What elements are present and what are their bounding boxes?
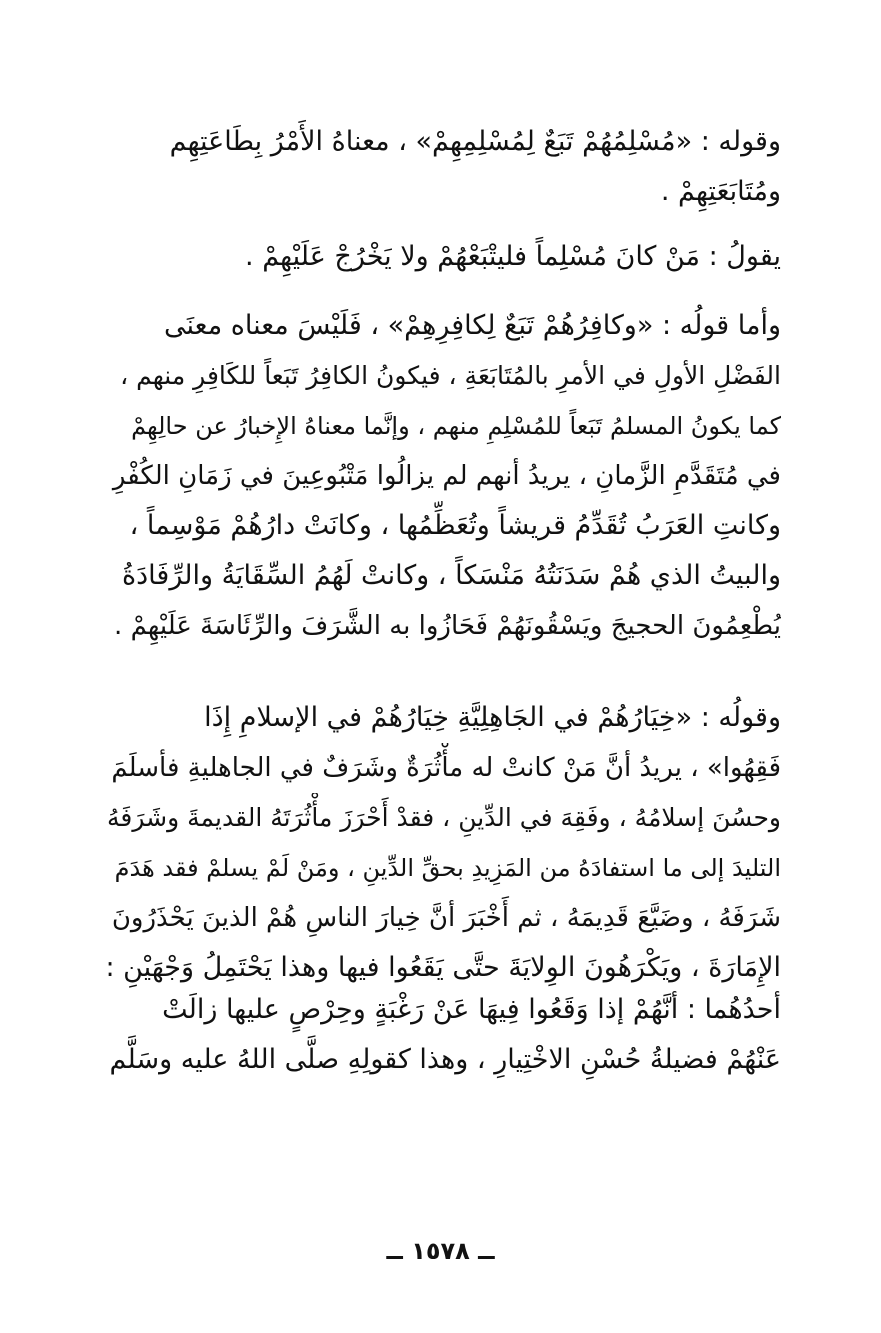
paragraph-khiyaruhum — [105, 693, 781, 993]
text-line: وحسُنَ إسلامُهُ ، وفَقِهَ في الدِّينِ ، فقدْ أَحْرَزَ مأْثُرَتَهُ القديمةَ وشَرَفَهُ — [107, 803, 781, 832]
text-line: فَقِهُوا» ، يريدُ أنَّ مَنْ كانتْ له مأْثُرَةٌ وشَرَفٌ في الجاهليةِ فأسلَمَ — [111, 753, 781, 783]
text-line: التليدَ إلى ما استفادَهُ من المَزِيدِ بحقِّ الدِّينِ ، ومَنْ لَمْ يسلمْ فقد هَدَمَ — [114, 854, 781, 882]
text-line: عَنْهُمْ فضيلةُ حُسْنِ الاخْتِيارِ ، وهذا كقولِهِ صلَّى اللهُ عليه وسَلَّم — [109, 1044, 781, 1075]
paragraph-kafiruhum — [105, 301, 781, 651]
text-line: وقوله : «مُسْلِمُهُمْ تَبَعٌ لِمُسْلِمِهِمْ» ، معناهُ الأَمْرُ بِطَاعَتِهِم — [169, 126, 781, 157]
text-line: أحدُهُما : أنَّهُمْ إذا وَقَعُوا فِيهَا عَنْ رَغْبَةٍ وحِرْصٍ عليها زالَتْ — [162, 994, 781, 1025]
page-number: ــ ١٥٧٨ ــ — [386, 1237, 495, 1265]
text-line: والبيتُ الذي هُمْ سَدَنَتُهُ مَنْسَكاً ، وكانتْ لَهُمُ السِّقَايَةُ والرِّفَادَةُ — [122, 560, 781, 591]
text-line: شَرَفَهُ ، وضَيَّعَ قَدِيمَهُ ، ثم أَخْبَرَ أنَّ خِيارَ الناسِ هُمْ الذينَ يَحْذَرُونَ — [111, 903, 781, 933]
text-line: الإِمَارَةَ ، ويَكْرَهُونَ الوِلايَةَ حتَّى يَقَعُوا فيها وهذا يَحْتَمِلُ وَجْهَيْنِ : — [105, 952, 781, 983]
text-line: في مُتَقَدَّمِ الزَّمانِ ، يريدُ أنهم لم يزالُوا مَتْبُوعِينَ في زَمَانِ الكُفْرِ — [112, 461, 781, 491]
text-line: كما يكونُ المسلمُ تَبَعاً للمُسْلِمِ منهم ، وإنَّما معناهُ الإِخبارُ عن حالِهِمْ — [131, 412, 781, 440]
text-line: يقولُ : مَنْ كانَ مُسْلِماً فليتْبَعْهُمْ ولا يَخْرُجْ عَلَيْهِمْ . — [245, 241, 781, 272]
paragraph-yaqulu — [105, 232, 781, 282]
paragraph-ahaduhuma — [105, 985, 781, 1085]
text-line: الفَضْلِ الأولِ في الأمرِ بالمُتَابَعَةِ ، فيكونُ الكافِرُ تَبَعاً للكَافِرِ منهم ، — [120, 361, 781, 390]
text-line: يُطْعِمُونَ الحجيجَ ويَسْقُونَهُمْ فَحَازُوا به الشَّرَفَ والرِّئَاسَةَ عَلَيْهِمْ . — [114, 611, 781, 641]
text-line: وكانتِ العَرَبُ تُقَدِّمُ قريشاً وتُعَظِّمُها ، وكانَتْ دارُهُمْ مَوْسِماً ، — [129, 510, 781, 541]
text-line: وأما قولُه : «وكافِرُهُمْ تَبَعٌ لِكافِرِهِمْ» ، فَلَيْسَ معناه معنَى — [164, 310, 781, 341]
text-line: ومُتَابَعَتِهِمْ . — [660, 176, 781, 207]
text-line: وقولُه : «خِيَارُهُمْ في الجَاهِلِيَّةِ خِيَارُهُمْ في الإسلامِ إِذَا — [204, 702, 781, 733]
paragraph-muslimuhum — [105, 117, 781, 217]
